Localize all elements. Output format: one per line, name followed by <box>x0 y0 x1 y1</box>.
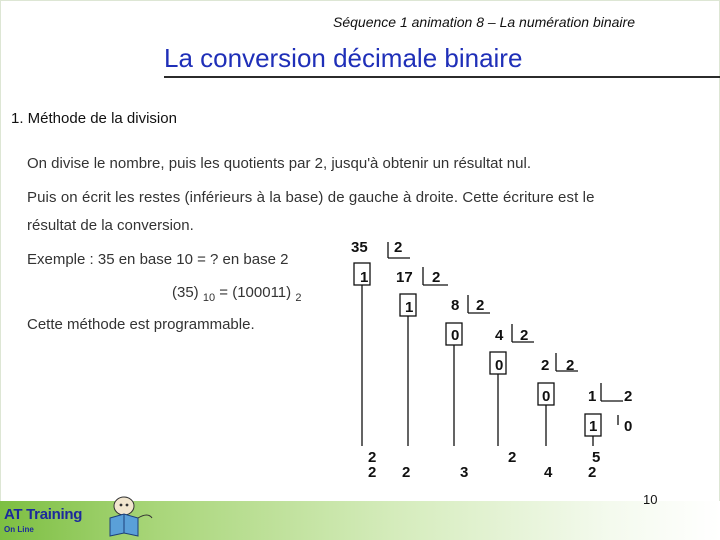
paragraph-1: On divise le nombre, puis les quotients par 2, jusqu'à obtenir un résultat nul. <box>27 155 531 172</box>
result-left-base: 10 <box>202 292 216 304</box>
divisor-2: 2 <box>432 269 441 286</box>
note-text: Cette méthode est programmable. <box>27 316 255 333</box>
remainder-5: 0 <box>542 388 551 405</box>
divisor-5: 2 <box>566 357 575 374</box>
result-right-base: 2 <box>295 292 302 304</box>
paragraph-3: résultat de la conversion. <box>27 217 194 234</box>
dividend-0: 0 <box>624 418 633 435</box>
conversion-result <box>172 284 302 304</box>
bottom-label-7: 5 <box>592 449 601 466</box>
logo-main-text: AT Training <box>4 506 83 523</box>
bottom-label-0: 2 <box>368 449 377 466</box>
logo-sub-text: On Line <box>4 525 34 534</box>
result-eq: = (100011) <box>215 284 292 301</box>
dividend-35: 35 <box>351 239 368 256</box>
remainder-3: 0 <box>451 327 460 344</box>
logo <box>4 506 82 534</box>
bottom-label-5: 4 <box>544 464 553 481</box>
dividend-8: 8 <box>451 297 460 314</box>
dividend-2: 2 <box>541 357 550 374</box>
bottom-label-4: 2 <box>508 449 517 466</box>
mascot-reading-icon <box>100 490 155 540</box>
slide-subtitle: Séquence 1 animation 8 – La numération binaire <box>333 14 635 30</box>
bottom-label-2: 2 <box>402 464 411 481</box>
result-left: (35) <box>172 284 199 301</box>
divisor-1: 2 <box>394 239 403 256</box>
remainder-2: 1 <box>405 299 414 316</box>
dividend-1: 1 <box>588 388 597 405</box>
dividend-17: 17 <box>396 269 413 286</box>
divisor-6: 2 <box>624 388 633 405</box>
bottom-label-6: 2 <box>588 464 597 481</box>
bottom-label-3: 3 <box>460 464 469 481</box>
divisor-4: 2 <box>520 327 529 344</box>
divisor-3: 2 <box>476 297 485 314</box>
section-heading: 1. Méthode de la division <box>11 110 177 127</box>
remainder-4: 0 <box>495 357 504 374</box>
page-number: 10 <box>643 492 658 507</box>
example-text: Exemple : 35 en base 10 = ? en base 2 <box>27 251 289 268</box>
bottom-label-1: 2 <box>368 464 377 481</box>
remainder-6: 1 <box>589 418 598 435</box>
dividend-4: 4 <box>495 327 504 344</box>
division-diagram <box>330 230 660 490</box>
title-underline <box>164 76 720 78</box>
remainder-1: 1 <box>360 269 369 286</box>
slide-title: La conversion décimale binaire <box>164 43 523 73</box>
paragraph-2: Puis on écrit les restes (inférieurs à la base) de gauche à droite. Cette écriture est le <box>27 189 595 206</box>
